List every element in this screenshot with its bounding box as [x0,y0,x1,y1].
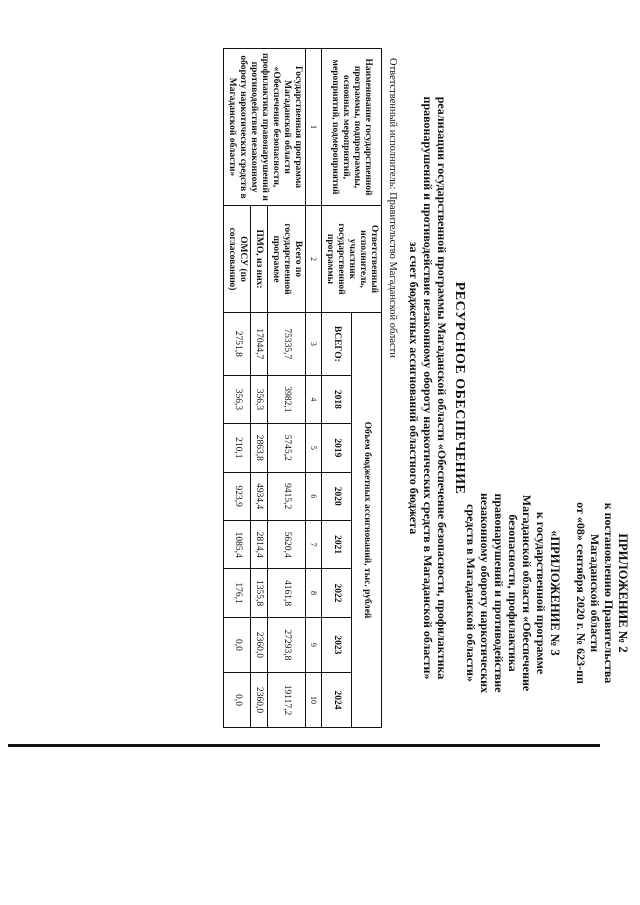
annex-line: правонарушений и противодействие [492,493,506,693]
cell-value: 2360,0 [251,673,267,728]
cell-value: 923,9 [224,472,251,520]
annex-title-2: «ПРИЛОЖЕНИЕ № 3 [548,530,562,656]
header-executor: Ответственный исполнитель, участник государственной программы [322,206,382,313]
cell-value: 210,1 [224,424,251,472]
table-header-row [352,49,382,728]
annex-line: от «08» сентября 2020 г. № 623-пп [574,502,588,684]
header-year: 2020 [322,472,352,520]
document-subtitle: правонарушений и противодействие незаконному обороту наркотических средств в Магаданской области» [421,96,435,680]
cell-value: 2863,8 [251,424,267,472]
annex-line: Магаданской области «Обеспечение [520,494,534,692]
column-number: 8 [306,569,322,617]
cell-value: 1355,8 [251,569,267,617]
column-number: 10 [306,673,322,728]
document-subtitle: за счет бюджетных ассигнований областного бюджета [407,241,421,535]
row-executor: ПМО, из них: [251,206,267,313]
document-subtitle: реализации государственной программы Магаданской области «Обеспечение безопасности, профилактика [435,96,449,680]
cell-value: 356,3 [251,375,267,423]
cell-value: 2360,0 [251,617,267,672]
header-year: 2019 [322,424,352,472]
cell-value: 0,0 [224,673,251,728]
annex-line: Магаданской области [588,533,602,653]
annex-line: к постановлению Правительства [602,502,616,684]
table-row [267,49,305,728]
cell-value: 2814,4 [251,520,267,568]
annex-title: ПРИЛОЖЕНИЕ № 2 [616,533,630,653]
cell-value: 5620,4 [267,520,305,568]
annex-line: к государственной программе [534,511,548,675]
annex-line: безопасности, профилактика [506,514,520,672]
resource-table [223,48,382,728]
header-year: 2023 [322,617,352,672]
responsible-executor: Ответственный исполнитель: Правительство Магаданской области [387,58,398,358]
cell-value: 4161,8 [267,569,305,617]
column-number: 9 [306,617,322,672]
row-executor: Всего по государственной программе [267,206,305,313]
header-year: 2022 [322,569,352,617]
cell-total: 17044,7 [251,313,267,376]
cell-value: 176,1 [224,569,251,617]
cell-value: 5745,2 [267,424,305,472]
annex-line: незаконному обороту наркотических [478,492,492,694]
cell-value: 356,3 [224,375,251,423]
annex-line: средств в Магаданской области» [464,504,478,682]
header-year: 2018 [322,375,352,423]
cell-value: 1085,4 [224,520,251,568]
document-title-block [407,58,466,718]
cell-total: 75335,7 [267,313,305,376]
cell-value: 9415,2 [267,472,305,520]
cell-value: 0,0 [224,617,251,672]
column-number: 2 [306,206,322,313]
column-number: 1 [306,49,322,206]
column-number: 3 [306,313,322,376]
cell-value: 4934,4 [251,472,267,520]
header-volume: Объем бюджетных ассигнований, тыс. рублей [352,313,382,728]
cell-total: 2751,8 [224,313,251,376]
column-number: 5 [306,424,322,472]
cell-value: 27293,8 [267,617,305,672]
rotated-document [227,28,630,748]
column-number: 7 [306,520,322,568]
annex-header [464,458,630,728]
header-year: 2024 [322,673,352,728]
header-name: Наименование государственной программы, подпрограммы, основных мероприятий, мероприятий, подмероприятий [322,49,382,206]
header-total: ВСЕГО: [322,313,352,376]
column-number: 6 [306,472,322,520]
cell-value: 19117,2 [267,673,305,728]
cell-value: 3982,1 [267,375,305,423]
document-title: РЕСУРСНОЕ ОБЕСПЕЧЕНИЕ [452,281,467,495]
row-executor: ОМСУ (по согласованию) [224,206,251,313]
program-name: Государственная программа Магаданской области «Обеспечение безопасности, профилактика правонарушений и противодействие незаконному обороту наркотических средств в Магаданской области» [224,49,306,206]
column-number-row [306,49,322,728]
header-year: 2021 [322,520,352,568]
column-number: 4 [306,375,322,423]
